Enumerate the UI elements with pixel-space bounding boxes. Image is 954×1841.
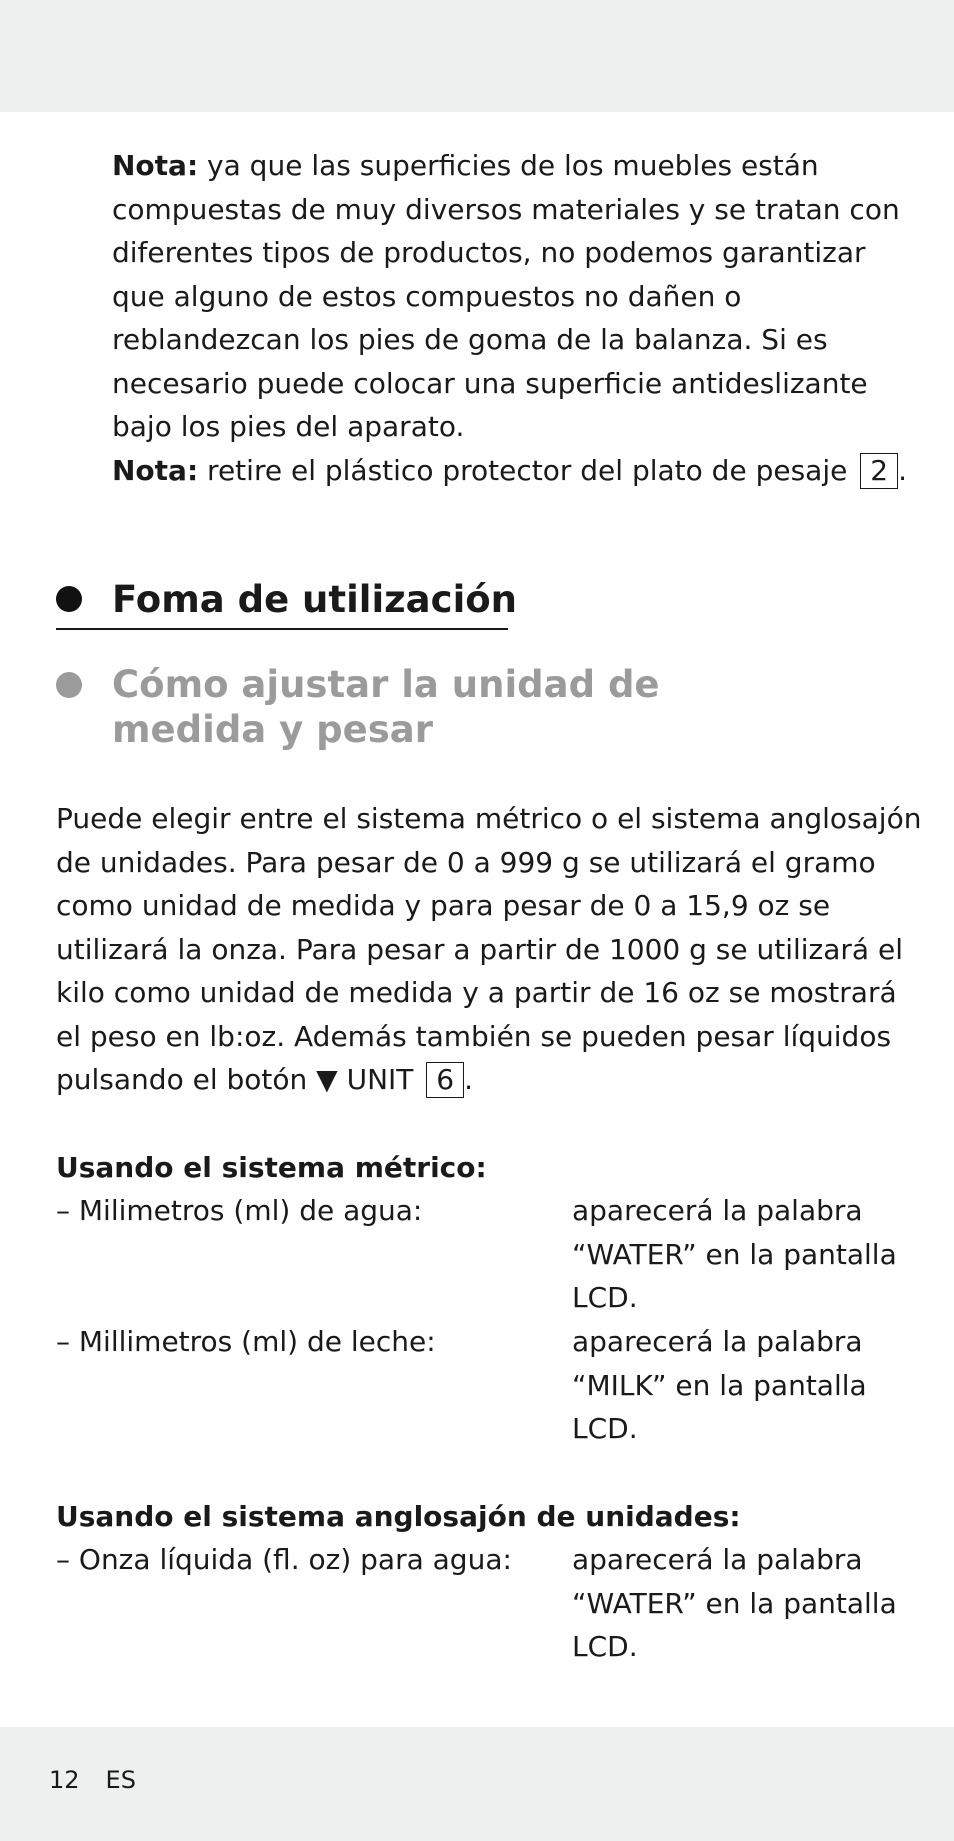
note-protective-film (112, 449, 912, 493)
intro-text: Puede elegir entre el sistema métrico o el sistema anglosajón de unidades. Para pesar de 0 a 999 g se utilizará el gramo como unidad de medida y para pesar de 0 a 15,9 oz se utilizará la onza. Para pesar a partir de 1000 g se utilizará el kilo como unidad de medida y a partir de 16 oz se mostrará el peso en lb:oz. Además también se pueden pesar líquidos pulsando el botón ▼ UNIT (56, 802, 922, 1096)
note-punctuation: . (898, 453, 907, 487)
notes-block (112, 144, 912, 492)
note-furniture (112, 144, 912, 449)
reference-box: 6 (426, 1062, 464, 1098)
reference-box: 2 (860, 453, 898, 489)
list-item-description: aparecerá la palabra “MILK” en la pantalla LCD. (572, 1325, 867, 1445)
language-code: ES (105, 1766, 136, 1794)
list-item-term: – Milimetros (ml) de agua: (56, 1194, 423, 1227)
list-item-description: aparecerá la palabra “WATER” en la pantalla LCD. (572, 1543, 897, 1663)
footer-band (0, 1727, 954, 1841)
metric-section-title: Usando el sistema métrico: (56, 1151, 487, 1184)
header-band (0, 0, 954, 112)
note-label: Nota: (112, 453, 199, 487)
subsection-heading-title: Cómo ajustar la unidad de medida y pesar (112, 663, 660, 751)
page-footer (49, 1762, 136, 1798)
imperial-section-title: Usando el sistema anglosajón de unidades: (56, 1500, 741, 1533)
bullet-dot-icon (56, 586, 82, 612)
intro-paragraph (56, 797, 926, 1102)
intro-punctuation: . (464, 1063, 474, 1096)
note-label: Nota: (112, 149, 199, 182)
bullet-dot-icon (56, 672, 82, 698)
section-heading-usage (56, 574, 518, 630)
list-item-description: aparecerá la palabra “WATER” en la pantalla LCD. (572, 1194, 897, 1314)
list-item-term: – Onza líquida (fl. oz) para agua: (56, 1543, 512, 1576)
section-heading-title: Foma de utilización (112, 578, 518, 621)
intro-text-line (56, 797, 926, 1102)
page-number: 12 (49, 1766, 80, 1794)
note-text: retire el plástico protector del plato de pesaje (198, 453, 857, 487)
note-text: ya que las superficies de los muebles están compuestas de muy diversos materiales y se tratan con diferentes tipos de productos, no podemos garantizar que alguno de estos compuestos no dañen o reblandezcan los pies de goma de la balanza. Si es necesario puede colocar una superficie antideslizante bajo los pies del aparato. (112, 149, 900, 443)
list-item-term: – Millimetros (ml) de leche: (56, 1325, 436, 1358)
